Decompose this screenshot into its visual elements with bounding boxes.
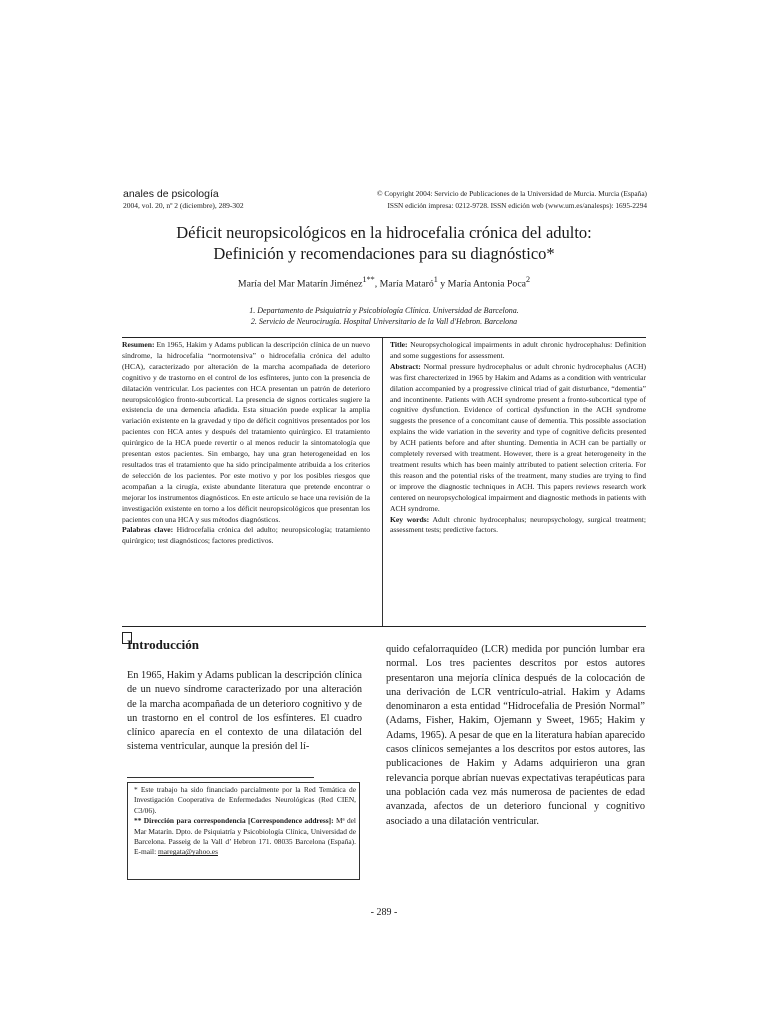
affiliation-2: 2. Servicio de Neurocirugía. Hospital Universitario de la Vall d'Hebron. Barcelona — [250, 317, 518, 326]
footnote-rule — [127, 777, 314, 778]
email-link[interactable]: maregata@yahoo.es — [158, 847, 218, 857]
palabras-clave-label: Palabras clave: — [122, 525, 174, 535]
affiliation-1: 1. Departamento de Psiquiatría y Psicobiología Clínica. Universidad de Barcelona. — [249, 306, 519, 315]
abstract-spanish — [122, 340, 370, 547]
author-2: María Mataró — [379, 278, 434, 290]
author-2-affiliation: 1 — [433, 275, 438, 284]
correspondence-text: Mª del Mar Matarín. Dpto. de Psiquiatría y Psicobiología Clínica, Universidad de Barcelona. Passeig de la Vall d’ Hebron 171. 08035 Barcelona (España). E-mail: — [134, 816, 356, 857]
journal-name: anales de psicología — [123, 188, 219, 200]
abstract-english — [390, 340, 646, 536]
author-1-affiliation: 1** — [362, 275, 375, 284]
abstract-text: Normal pressure hydrocephalus or adult chronic hydrocephalus (ACH) was first charecterized in 1965 by Hakim and Adams as a condition with ventricular dilation accompanied by a progressive clinical triad of gait disturbance, “dementia” and incontinente. Patients with ACH syndrome present a fronto-subcortical type of cognitive dysfunction. Evidence of cortical dysfunction in the ACH syndrome suggests the presence of a concomitant cause of dementia. This possible association explains the wide variation in the severity and type of cognitive deficits presented by ACH patients before and after shunting. Dementia in ACH can be partially or completely reversed with treatment. However, there is a great heterogeneity in the treatment results which has been mainly attributed to patient selection criteria. For this reason and the potential risks of the treatment, many studies are trying to find or improve the diagnostic techniques in ACH. This papers reviews research work centered on neuropsychological impairment and diagnostic methods in patients with ACH syndrome. — [390, 361, 646, 513]
resumen-label: Resumen: — [122, 340, 155, 349]
key-words-text: Adult chronic hydrocephalus; neuropsychology, surgical treatment; assessment tests; predictive factors. — [390, 514, 646, 535]
english-title-label: Title: — [390, 340, 408, 349]
author-separator: y — [437, 278, 448, 290]
column-divider — [382, 338, 383, 626]
english-title-text: Neuropsychological impairments in adult chronic hydrocephalus: Definition and some suggestions for assessment. — [390, 340, 646, 360]
journal-reference: 2004, vol. 20, nº 2 (diciembre), 289-302 — [123, 201, 244, 210]
key-words-label: Key words: — [390, 514, 430, 524]
correspondence-label: ** Dirección para correspondencia [Correspondence address]: — [134, 816, 334, 826]
author-3: María Antonia Poca — [447, 278, 527, 290]
author-3-affiliation: 2 — [526, 275, 531, 284]
author-list — [0, 275, 768, 289]
copyright-line: © Copyright 2004: Servicio de Publicaciones de la Universidad de Murcia. Murcia (España) — [377, 189, 647, 198]
title-line-1: Déficit neuropsicológicos en la hidrocefalia crónica del adulto: — [176, 223, 592, 242]
page-number: - 289 - — [370, 907, 398, 918]
body-column-right: quido cefalorraquídeo (LCR) medida por punción lumbar era normal. Los tres pacientes descritos por estos autores presentaron una mejoría clínica después de la colocación de una derivación de LCR ventrículo-atrial. Hakim y Adams denominaron a esta entidad “Hidrocefalia de Presión Normal” (Adams, Fisher, Hakim, Ojemann y Sweet, 1965; Hakim y Adams, 1965). A pesar de que en la literatura habían aparecido casos clínicos semejantes a los descritos por estos autores, las publicaciones de Hakim y Adams adquirieron una gran relevancia porque abrían nuevas expectativas terapéuticas para una población cada vez más numerosa de pacientes de edad avanzada, afectos de un deterioro funcional y cognitivo asociado a una dilatación ventricular. — [386, 644, 645, 827]
issn-line: ISSN edición impresa: 0212-9728. ISSN edición web (www.um.es/analesps): 1695-2294 — [387, 201, 647, 210]
palabras-clave-text: Hidrocefalia crónica del adulto; neuropsicología; tratamiento quirúrgico; test diagnósticos; factores predictivos. — [122, 525, 371, 546]
abstract-label: Abstract: — [390, 361, 421, 371]
section-heading: Introducción — [127, 637, 199, 652]
title-line-2: Definición y recomendaciones para su diagnóstico* — [213, 244, 555, 263]
article-title — [0, 222, 768, 264]
body-column-left: En 1965, Hakim y Adams publican la descripción clínica de un nuevo síndrome caracterizado por una alteración de la marcha acompañada de un deterioro cognitivo y de un trastorno en el control de los esfínteres. El cuadro clínico aparecía en el contexto de una dilatación del sistema ventricular, aunque la presión del lí- — [127, 670, 362, 753]
copyright-notice — [377, 188, 647, 212]
author-separator: , — [374, 278, 378, 290]
funding-note: * Este trabajo ha sido financiado parcialmente por la Red Temática de Investigación Cooperativa de Enfermedades Neurológicas (Red CIEN, C3/06). — [134, 785, 356, 815]
resumen-text: En 1965, Hakim y Adams publican la descripción clínica de un nuevo síndrome, la hidrocefalia “normotensiva” o hidrocefalia crónica del adulto (HCA), caracterizado por alteración de la marcha acompañada de deterioro cognitivo y de trastorno en el control de los esfínteres, junto con la presencia de dilatación ventricular. Los pacientes con HCA presentan un patrón de deterioro neuropsicológico fronto-subcortical. La presencia de signos corticales sugiere la existencia de una demencia añadida. Esta situación puede explicar la amplia variación existente en la gravedad y tipo de déficit cognitivos presentados por los pacientes con HCA antes y después del tratamiento quirúrgico. El tratamiento quirúrgico de la HCA puede revertir o al menos reducir la sintomatología que presentan estos pacientes. Sin embargo, hay una gran heterogeneidad en los resultados tras el tratamiento que ha sido principalmente atribuida a los criterios de selección de los pacientes. Por este motivo y por los posibles riesgos que acompañan a la cirugía, existe abundante literatura que pretende encontrar o mejorar los instrumentos diagnósticos. En este artículo se hace una revisión de la investigación existente en torno a los déficit neuropsicológicos que presentan los pacientes con una HCA y sus métodos diagnósticos. — [122, 340, 370, 524]
author-1: María del Mar Matarín Jiménez — [237, 278, 363, 290]
abstract-box — [122, 337, 646, 627]
footnote-box — [127, 782, 360, 880]
affiliations — [0, 305, 768, 327]
